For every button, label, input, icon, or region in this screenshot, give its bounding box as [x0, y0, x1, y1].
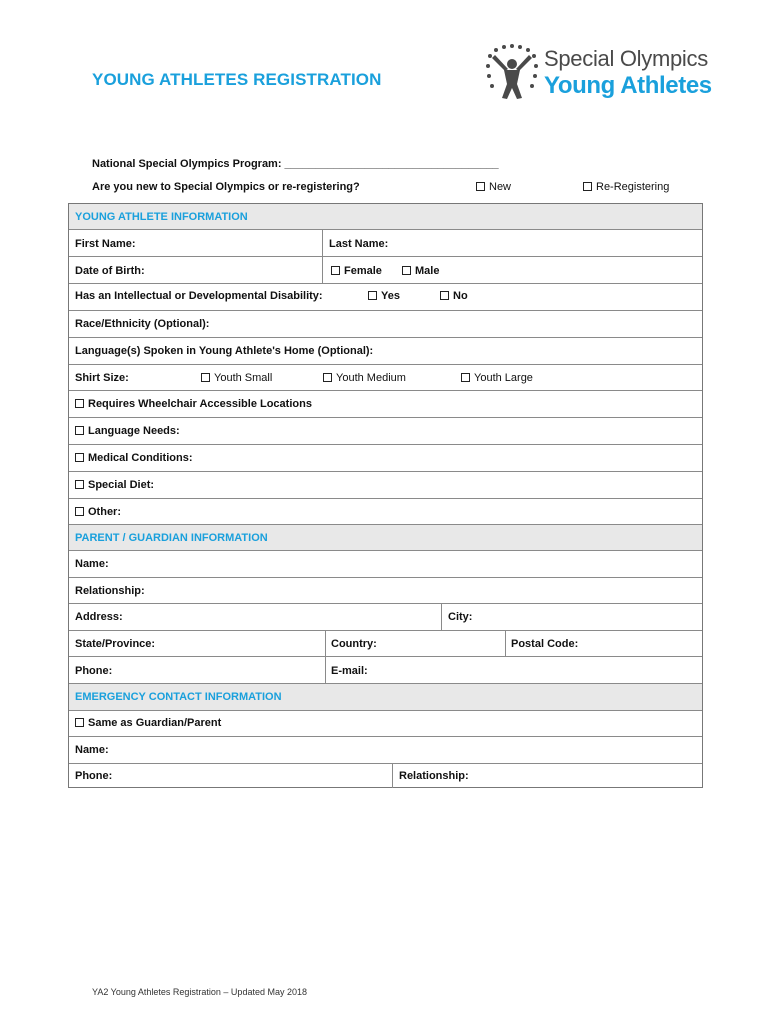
guardian-section-header: [69, 525, 702, 551]
address-field[interactable]: Address:: [75, 611, 123, 623]
emergency-section-title: EMERGENCY CONTACT INFORMATION: [75, 691, 282, 703]
other-label: Other:: [88, 506, 121, 518]
country-field[interactable]: Country:: [331, 638, 377, 650]
languages-row: [69, 338, 702, 365]
female-label: Female: [344, 265, 382, 277]
logo-text-special-olympics: Special Olympics: [544, 46, 708, 71]
same-as-guardian-option[interactable]: [75, 717, 221, 729]
medical-label: Medical Conditions:: [88, 452, 193, 464]
diet-row: [69, 472, 702, 499]
city-field[interactable]: City:: [448, 611, 473, 623]
last-name-field[interactable]: Last Name:: [329, 238, 389, 250]
medical-checkbox[interactable]: [75, 453, 84, 462]
language-needs-option[interactable]: [75, 425, 180, 437]
disability-row: [69, 284, 702, 311]
page-title: YOUNG ATHLETES REGISTRATION: [92, 70, 382, 89]
disability-yes-label: Yes: [381, 290, 400, 302]
language-needs-row: [69, 418, 702, 445]
youth-medium-checkbox[interactable]: [323, 373, 332, 382]
reregister-checkbox[interactable]: [583, 182, 592, 191]
divider: [325, 657, 326, 684]
guardian-section-title: PARENT / GUARDIAN INFORMATION: [75, 532, 268, 544]
athlete-section-title: YOUNG ATHLETE INFORMATION: [75, 211, 248, 223]
youth-medium-label: Youth Medium: [336, 372, 406, 384]
same-as-guardian-checkbox[interactable]: [75, 718, 84, 727]
special-olympics-logo: [478, 40, 716, 106]
disability-yes-checkbox[interactable]: [368, 291, 377, 300]
diet-checkbox[interactable]: [75, 480, 84, 489]
guardian-name-field[interactable]: Name:: [75, 558, 109, 570]
languages-field[interactable]: Language(s) Spoken in Young Athlete's Home (Optional):: [75, 345, 374, 357]
disability-no-checkbox[interactable]: [440, 291, 449, 300]
female-option[interactable]: [331, 265, 382, 277]
athlete-section-header: [69, 204, 702, 230]
emergency-name-row: [69, 737, 702, 764]
wheelchair-row: [69, 391, 702, 418]
medical-option[interactable]: [75, 452, 193, 464]
new-option[interactable]: [476, 181, 511, 193]
state-field[interactable]: State/Province:: [75, 638, 156, 650]
divider: [441, 604, 442, 631]
other-option[interactable]: [75, 506, 121, 518]
disability-label: Has an Intellectual or Developmental Disability:: [75, 290, 323, 302]
new-checkbox[interactable]: [476, 182, 485, 191]
shirt-size-label: Shirt Size:: [75, 372, 129, 384]
guardian-phone-field[interactable]: Phone:: [75, 665, 113, 677]
wheelchair-option[interactable]: [75, 398, 312, 410]
guardian-relationship-field[interactable]: Relationship:: [75, 585, 145, 597]
postal-code-field[interactable]: Postal Code:: [511, 638, 579, 650]
other-checkbox[interactable]: [75, 507, 84, 516]
youth-small-checkbox[interactable]: [201, 373, 210, 382]
race-field[interactable]: Race/Ethnicity (Optional):: [75, 318, 210, 330]
diet-option[interactable]: [75, 479, 154, 491]
same-as-guardian-row: [69, 711, 702, 737]
dob-row: [69, 257, 702, 284]
emergency-phone-row: [69, 764, 702, 788]
male-checkbox[interactable]: [402, 266, 411, 275]
medical-row: [69, 445, 702, 472]
divider: [392, 764, 393, 788]
guardian-relationship-row: [69, 578, 702, 604]
name-row: [69, 230, 702, 257]
new-question-label: Are you new to Special Olympics or re-registering?: [92, 181, 360, 193]
divider: [325, 631, 326, 657]
male-label: Male: [415, 265, 440, 277]
state-row: [69, 631, 702, 657]
youth-large-option[interactable]: [461, 372, 533, 384]
emergency-name-field[interactable]: Name:: [75, 744, 109, 756]
new-option-label: New: [489, 181, 512, 193]
first-name-field[interactable]: First Name:: [75, 238, 136, 250]
youth-large-checkbox[interactable]: [461, 373, 470, 382]
wheelchair-label: Requires Wheelchair Accessible Locations: [88, 398, 312, 410]
special-olympics-figure-icon: [484, 44, 540, 102]
divider: [322, 230, 323, 257]
reregister-option[interactable]: [583, 181, 669, 193]
other-row: [69, 499, 702, 525]
disability-no-option[interactable]: [440, 290, 468, 302]
program-field[interactable]: National Special Olympics Program: ___________________________________: [92, 158, 499, 170]
female-checkbox[interactable]: [331, 266, 340, 275]
disability-no-label: No: [453, 290, 468, 302]
email-field[interactable]: E-mail:: [331, 665, 368, 677]
language-needs-label: Language Needs:: [88, 425, 180, 437]
emergency-phone-field[interactable]: Phone:: [75, 770, 113, 782]
youth-small-option[interactable]: [201, 372, 272, 384]
diet-label: Special Diet:: [88, 479, 155, 491]
same-as-guardian-label: Same as Guardian/Parent: [88, 717, 222, 729]
youth-small-label: Youth Small: [214, 372, 273, 384]
emergency-section-header: [69, 684, 702, 711]
disability-yes-option[interactable]: [368, 290, 400, 302]
male-option[interactable]: [402, 265, 439, 277]
registration-form: [68, 203, 703, 788]
youth-medium-option[interactable]: [323, 372, 406, 384]
race-row: [69, 311, 702, 338]
logo-text-young-athletes: Young Athletes: [544, 72, 712, 99]
guardian-name-row: [69, 551, 702, 578]
divider: [322, 257, 323, 284]
language-needs-checkbox[interactable]: [75, 426, 84, 435]
emergency-relationship-field[interactable]: Relationship:: [399, 770, 469, 782]
dob-field[interactable]: Date of Birth:: [75, 265, 145, 277]
page-footer: YA2 Young Athletes Registration – Updated May 2018: [92, 987, 307, 997]
divider: [505, 631, 506, 657]
phone-email-row: [69, 657, 702, 684]
reregister-option-label: Re-Registering: [596, 181, 670, 193]
address-row: [69, 604, 702, 631]
wheelchair-checkbox[interactable]: [75, 399, 84, 408]
shirt-row: [69, 365, 702, 391]
youth-large-label: Youth Large: [474, 372, 533, 384]
